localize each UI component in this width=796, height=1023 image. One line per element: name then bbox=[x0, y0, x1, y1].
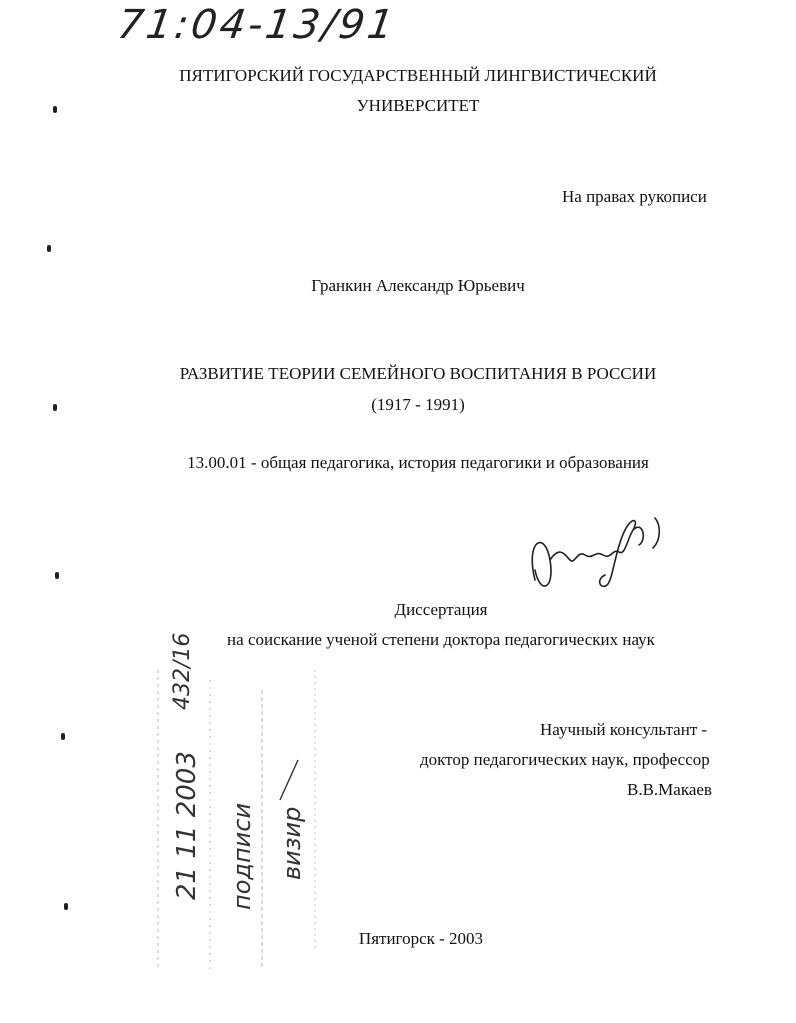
place-year: Пятигорск - 2003 bbox=[358, 929, 484, 948]
stamp-date: 21 11 2003 bbox=[172, 751, 202, 900]
scan-mark bbox=[47, 245, 51, 252]
consultant-label: Научный консультант - bbox=[540, 720, 708, 739]
signature bbox=[515, 500, 675, 615]
archive-code: 71:04-13/91 bbox=[114, 2, 400, 48]
scan-mark bbox=[61, 733, 65, 740]
scan-mark bbox=[64, 903, 68, 910]
author-name: Гранкин Александр Юрьевич bbox=[311, 276, 525, 295]
consultant-degree: доктор педагогических наук, профессор bbox=[420, 750, 710, 769]
scan-mark bbox=[55, 572, 59, 579]
dissertation-title: РАЗВИТИЕ ТЕОРИИ СЕМЕЙНОГО ВОСПИТАНИЯ В РОССИИ bbox=[179, 364, 657, 383]
dissertation-years: (1917 - 1991) bbox=[371, 395, 465, 414]
stamp-number: 432/16 bbox=[170, 632, 195, 710]
manuscript-note: На правах рукописи bbox=[562, 187, 707, 206]
university-name-line1: ПЯТИГОРСКИЙ ГОСУДАРСТВЕННЫЙ ЛИНГВИСТИЧЕСКИЙ bbox=[179, 66, 657, 85]
consultant-name: В.В.Макаев bbox=[627, 780, 712, 799]
stamp-word-signatures: подписи bbox=[228, 802, 256, 910]
stamp-word-visa: визир bbox=[278, 806, 306, 880]
specialty: 13.00.01 - общая педагогика, история педагогики и образования bbox=[187, 453, 649, 472]
dissertation-label: Диссертация bbox=[394, 600, 488, 619]
university-name-line2: УНИВЕРСИТЕТ bbox=[356, 96, 480, 115]
dissertation-purpose: на соискание ученой степени доктора педагогических наук bbox=[227, 630, 655, 649]
